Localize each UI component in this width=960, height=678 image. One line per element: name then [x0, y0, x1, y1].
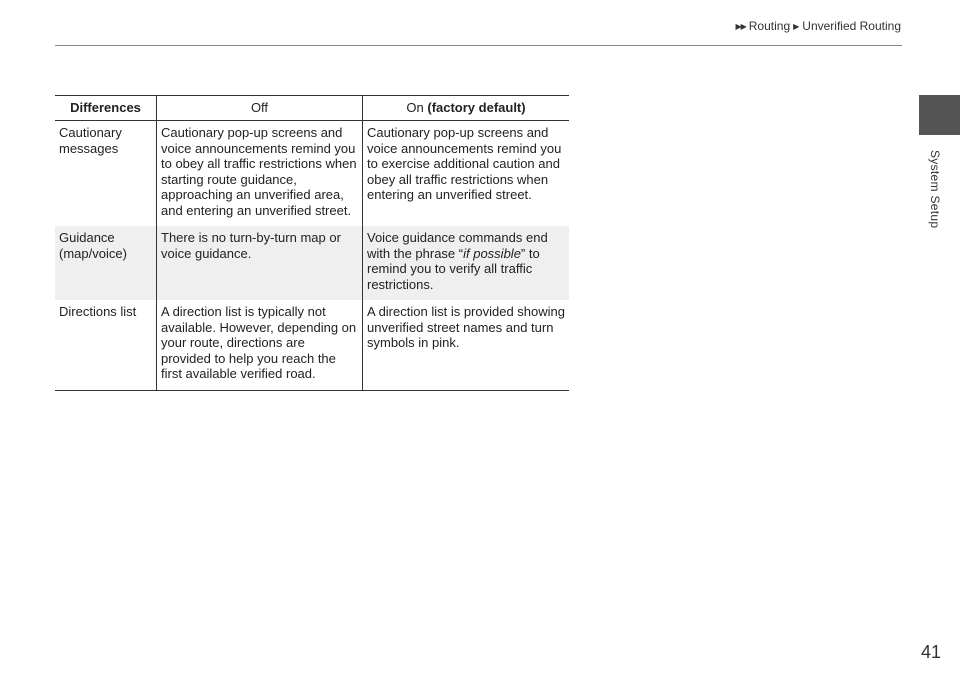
cell-off: Cautionary pop-up screens and voice announcements remind you to obey all traffic restrictions when starting route guidance, approaching an unverified area, and entering an unverified street. — [157, 121, 363, 227]
double-arrow-icon: ▶▶ — [735, 21, 746, 31]
table-header-row — [55, 96, 569, 121]
row-label: Guidance (map/voice) — [55, 226, 157, 300]
cell-on: Cautionary pop-up screens and voice announcements remind you to exercise additional caution and obey all traffic restrictions when entering an unverified street. — [363, 121, 570, 227]
cell-on: A direction list is provided showing unverified street names and turn symbols in pink. — [363, 300, 570, 390]
table-row — [55, 226, 569, 300]
breadcrumb-item-routing[interactable]: Routing — [748, 19, 791, 33]
cell-off: A direction list is typically not available. However, depending on your route, directions are provided to help you reach the first available verified road. — [157, 300, 363, 390]
header-differences: Differences — [55, 96, 157, 121]
cell-off: There is no turn-by-turn map or voice guidance. — [157, 226, 363, 300]
header-divider — [55, 45, 902, 46]
section-label: System Setup — [928, 150, 942, 229]
cell-on-text-italic: if possible — [463, 245, 521, 261]
cell-on-text-pre: Voice guidance commands end with the phrase “ — [367, 230, 548, 261]
header-on-note: (factory default) — [423, 99, 526, 115]
section-tab-marker — [919, 95, 960, 135]
page-number: 41 — [920, 642, 941, 662]
cell-on-text-post: ” to remind you to verify all traffic restrictions. — [367, 245, 540, 292]
cell-on — [363, 226, 570, 300]
breadcrumb — [735, 19, 901, 33]
header-on-label: On — [406, 99, 424, 115]
unverified-routing-table — [55, 95, 569, 391]
header-off: Off — [157, 96, 363, 121]
row-label: Directions list — [55, 300, 157, 390]
arrow-icon: ▶ — [793, 21, 800, 31]
breadcrumb-item-unverified-routing[interactable]: Unverified Routing — [802, 19, 901, 33]
table-row — [55, 300, 569, 390]
header-on — [363, 96, 570, 121]
table-row — [55, 121, 569, 227]
row-label: Cautionary messages — [59, 125, 122, 156]
